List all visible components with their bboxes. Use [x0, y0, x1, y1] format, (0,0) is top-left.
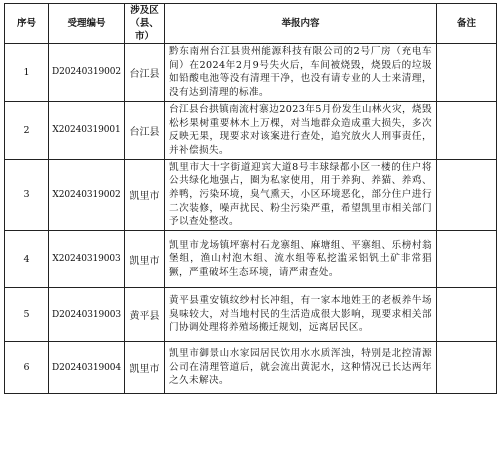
- row-case-no: D20240319004: [49, 342, 125, 394]
- header-case-no: 受理编号: [49, 4, 125, 44]
- row-case-no: D20240319002: [49, 44, 125, 102]
- row-area: 凯里市: [125, 231, 165, 288]
- row-content: 黔东南州台江县贵州能源科技有限公司的2号厂房（充电车间）在2024年2月9号失火后，车间被烧毁，烧毁后的垃圾如铅酸电池等没有清理干净，也没有请专业的人士来清理，没有达到清理的标准。: [165, 44, 437, 102]
- table-row: [5, 288, 497, 342]
- row-content: 凯里市龙场镇坪寨村石龙寨组、麻塘组、平寨组、乐榜村翁堡组，渔山村泡木组、流水组等私挖滥采铝钒土矿非常猖獗，严重破坏生态环境，请严肃查处。: [165, 231, 437, 288]
- row-note: [437, 101, 497, 159]
- table-header-row: [5, 4, 497, 44]
- table-row: [5, 159, 497, 231]
- row-case-no: D20240319003: [49, 288, 125, 342]
- row-case-no: X20240319002: [49, 159, 125, 231]
- row-case-no: X20240319003: [49, 231, 125, 288]
- row-note: [437, 288, 497, 342]
- row-index: 5: [5, 288, 49, 342]
- table-row: [5, 44, 497, 102]
- row-note: [437, 342, 497, 394]
- row-content: 台江县台拱镇南流村寨边2023年5月份发生山林火灾，烧毁松杉果树重要林木上万棵，对当地群众造成重大损失，多次反映无果，现要求对该案进行查处，追究放火人刑事责任，并补偿损失。: [165, 101, 437, 159]
- row-area: 凯里市: [125, 342, 165, 394]
- table-row: [5, 342, 497, 394]
- header-index: 序号: [5, 4, 49, 44]
- row-index: 2: [5, 101, 49, 159]
- row-content: 凯里市大十字街道迎宾大道8号丰球绿都小区一楼的住户将公共绿化地强占，圈为私家使用，用于养狗、养猫、养鸡、养鸭，污染环境，臭气熏天，小区环境恶化，部分住户进行二次装修，噪声扰民、粉尘污染严重，希望凯里市相关部门予以查处整改。: [165, 159, 437, 231]
- row-index: 3: [5, 159, 49, 231]
- header-area-label: 涉及区（县、市）: [130, 5, 159, 42]
- table-row: [5, 231, 497, 288]
- report-table: [4, 3, 497, 394]
- header-area: [125, 4, 165, 44]
- row-area: 台江县: [125, 101, 165, 159]
- row-area: 黄平县: [125, 288, 165, 342]
- row-index: 1: [5, 44, 49, 102]
- header-note: 备注: [437, 4, 497, 44]
- row-note: [437, 159, 497, 231]
- table-row: [5, 101, 497, 159]
- row-area: 台江县: [125, 44, 165, 102]
- header-content: 举报内容: [165, 4, 437, 44]
- row-content: 黄平县重安镇纹纱村长冲组，有一家本地姓王的老板养牛场臭味较大，对当地村民的生活造成很大影响，现要求相关部门协调处理将养殖场搬迁规划，远离居民区。: [165, 288, 437, 342]
- row-area: 凯里市: [125, 159, 165, 231]
- row-content: 凯里市御景山水家园居民饮用水水质浑浊，特别是北控清源公司在清理管道后，就会流出黄泥水，这种情况已长达两年之久未解决。: [165, 342, 437, 394]
- row-index: 6: [5, 342, 49, 394]
- row-note: [437, 44, 497, 102]
- row-index: 4: [5, 231, 49, 288]
- row-case-no: X20240319001: [49, 101, 125, 159]
- row-note: [437, 231, 497, 288]
